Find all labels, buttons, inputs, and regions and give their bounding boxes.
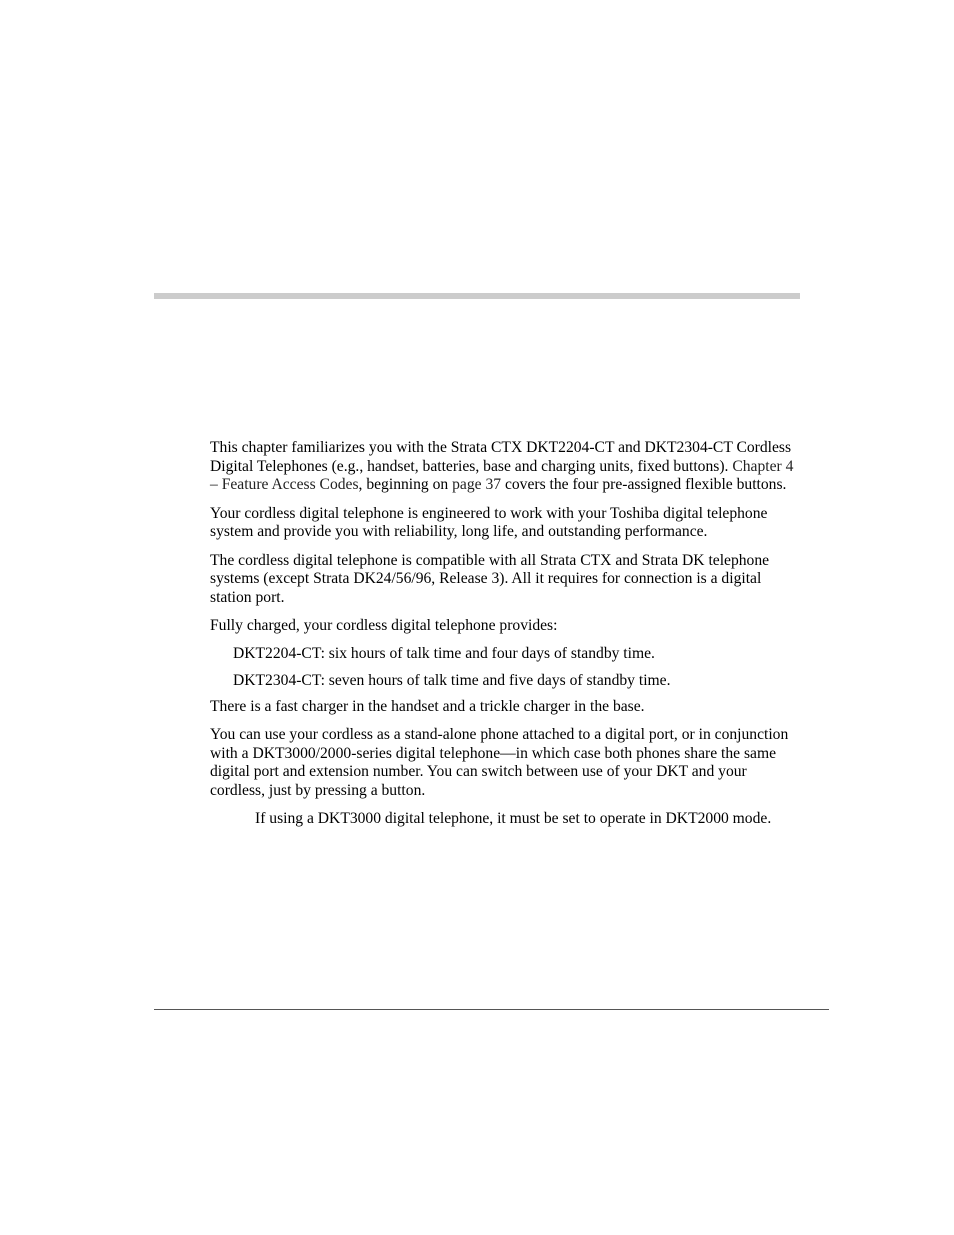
page-37-link[interactable]: page 37 bbox=[452, 476, 502, 494]
charger-paragraph: There is a fast charger in the handset and a trickle charger in the base. bbox=[210, 697, 645, 715]
intro-paragraph bbox=[210, 439, 800, 495]
charged-item-dkt2304: DKT2304-CT: seven hours of talk time and five days of standby time. bbox=[233, 671, 671, 689]
body-text bbox=[210, 439, 800, 838]
dkt3000-note: If using a DKT3000 digital telephone, it must be set to operate in DKT2000 mode. bbox=[255, 810, 772, 828]
standalone-paragraph: You can use your cordless as a stand-alone phone attached to a digital port, or in conjunction with a DKT3000/2000-series digital telephone—in which case both phones share the same digital port and extension number. You can switch between use of your DKT and your cordless, just by pressing a button. bbox=[210, 725, 789, 800]
chapter-header-rule bbox=[154, 293, 800, 299]
engineered-paragraph: Your cordless digital telephone is engineered to work with your Toshiba digital telephone system and provide you with reliability, long life, and outstanding performance. bbox=[210, 504, 768, 541]
chapter-4-link[interactable]: Chapter 4 – Feature Access Codes bbox=[210, 457, 794, 494]
intro-between-text: , beginning on bbox=[358, 476, 453, 494]
compatible-paragraph: The cordless digital telephone is compatible with all Strata CTX and Strata DK telephone systems (except Strata DK24/56/96, Release 3). All it requires for connection is a digital station port. bbox=[210, 551, 770, 606]
intro-after-text: covers the four pre-assigned flexible buttons. bbox=[501, 476, 787, 494]
footer-rule bbox=[154, 1009, 829, 1010]
intro-text: This chapter familiarizes you with the Strata CTX DKT2204-CT and DKT2304-CT Cordless Digital Telephones (e.g., handset, batteries, base and charging units, fixed buttons). bbox=[210, 439, 792, 475]
charged-item-dkt2204: DKT2204-CT: six hours of talk time and four days of standby time. bbox=[233, 645, 655, 663]
charged-intro-paragraph: Fully charged, your cordless digital telephone provides: bbox=[210, 617, 558, 635]
